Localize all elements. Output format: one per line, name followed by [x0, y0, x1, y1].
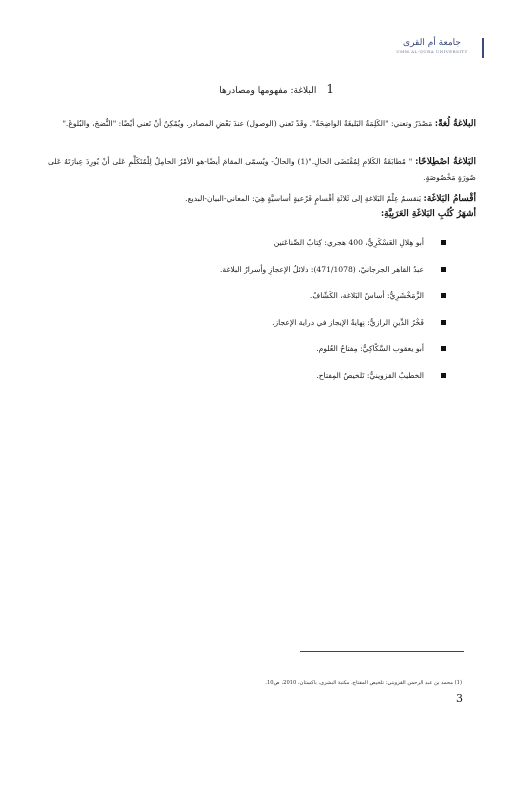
book-entry: أبو هِلالِ العَسْكَرِيُّ، 400 هجري: كِتابُ الصِّناعَتين [273, 238, 424, 247]
books-heading: أشهَرُ كُتُبِ البَلاغَةِ العَرَبِيَّةِ: [380, 209, 476, 219]
list-item [86, 236, 446, 263]
books-list [86, 236, 446, 395]
term-linguistic: البلاغةُ لُغةً: [434, 119, 476, 129]
list-item [86, 369, 446, 396]
paragraph-definition-technical [48, 154, 476, 185]
list-item [86, 289, 446, 316]
list-item [86, 316, 446, 343]
footnote-divider [300, 651, 464, 652]
chapter-title: البلاغة: مفهومها ومصادرها [219, 86, 317, 96]
book-entry: فَخْرُ الدِّينِ الرازيُّ: نِهايةُ الإيجاز في دراية الإعجاز. [272, 317, 424, 327]
university-logo [392, 38, 472, 60]
logo-title: جامعة أم القرى [403, 38, 461, 48]
chapter-heading [219, 82, 334, 96]
book-entry: عبدُ القاهر الجرجانيّ، (471/1078): دلائلُ الإعجازِ وأسرارُ البلاغة. [219, 264, 424, 274]
paragraph-definition-linguistic [48, 116, 476, 132]
bullet-icon [441, 346, 446, 351]
bullet-icon [441, 267, 446, 272]
bullet-icon [441, 320, 446, 325]
logo-divider [482, 38, 484, 58]
chapter-number: 1 [326, 82, 334, 96]
book-entry: الزَّمَخْشَرِيُّ: أساسُ البَلاغة، الكَشّافُ. [309, 291, 424, 300]
list-item [86, 342, 446, 369]
paragraph-text: مَصْدَرٌ وتعني: "الكَلِمَةُ البَليغَةُ الواضِحَةُ". وقَدْ تَعني (الوصول) عندَ بَعْضِ المصادر. ويُمْكِنُ أنْ تَعني أيْضًا: "النُّضجَ، والبُلوغَ." [62, 119, 433, 128]
logo-subtitle: UMM AL-QURA UNIVERSITY [396, 49, 468, 54]
bullet-icon [441, 293, 446, 298]
term-divisions: أقْسامُ البَلاغَة: [423, 194, 476, 204]
paragraph-divisions [48, 191, 476, 207]
term-technical: البَلاغةُ اصْطِلاحًا: [415, 157, 476, 167]
paragraph-text: " مُطابَقَةُ الكَلامِ لِمُقْتَضَى الحالِ."(1) والحالُ- ويُسمّى المقامَ أيضًا-هو الأمْرُ الحامِلُ لِلْمُتَكَلِّمِ عَلى أنْ يُورِدَ عِبارَتَهُ عَلى صُورَةٍ مَخْصُوصَةٍ. [48, 157, 476, 182]
book-entry: أبو يعقوب السَّكّاكِيُّ: مِفتاحُ العُلوم. [316, 344, 424, 353]
bullet-icon [441, 240, 446, 245]
list-item [86, 263, 446, 290]
paragraph-text: يَنقسمُ عِلْمُ البَلاغةِ إلى ثَلاثَةِ أقْسامٍ فَرْعيةٍ أساسيَّةٍ هِيَ: المعاني-البيان-البديع. [185, 194, 422, 203]
footnote: (1) محمد بن عبد الرحمن القزويني: تلخيص المفتاح، مكتبة البشرى، باكستان، 2010، ص10. [265, 680, 462, 686]
page-number: 3 [456, 692, 463, 705]
book-entry: الخطيبُ القزوينيُّ: تَلخيصُ المِفتاح. [316, 370, 424, 380]
bullet-icon [441, 373, 446, 378]
